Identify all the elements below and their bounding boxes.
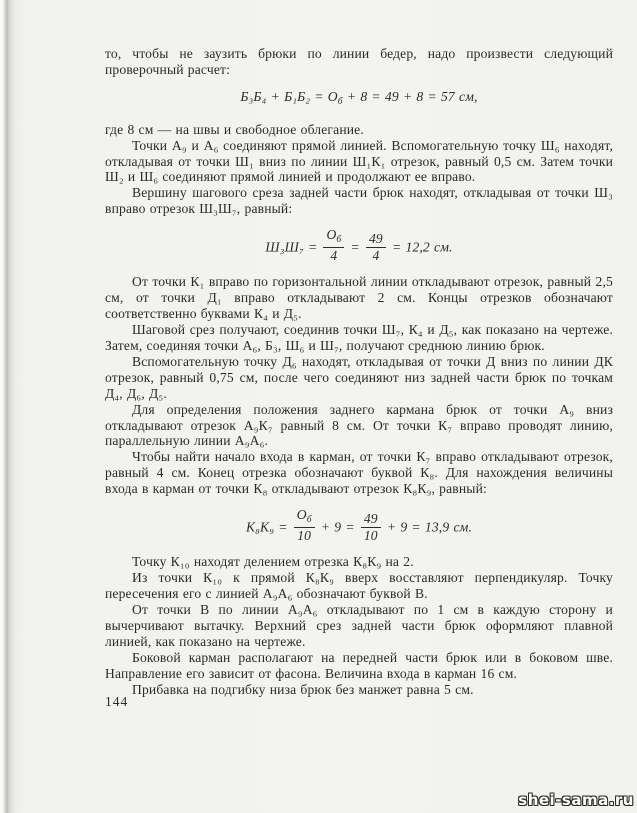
formula-subscript: б (306, 515, 312, 526)
fraction (323, 228, 344, 263)
paragraph: где 8 см — на швы и свободное облегание. (105, 121, 364, 137)
fraction (294, 508, 315, 543)
formula-text: + 9 = (316, 519, 359, 535)
paragraph: Точки А₉ и А₆ соединяют прямой линией. Вспомогательную точку Ш₆ находят, откладывая от точки Ш₁ вниз по линии Ш₁К₁ отрезок, равный 0,5 см. Затем точки Ш₂ и Ш₆ соединяют прямой линией и продолжают ее вправо. (105, 137, 613, 185)
paragraph: Из точки К₁₀ к прямой К₈К₉ вверх восставляют перпендикуляр. Точку пересечения его с линией А₉А₆ обозначают буквой В. (105, 570, 613, 602)
paragraph: то, чтобы не заузить брюки по линии бедер, надо произвести следующий проверочный расчет: (105, 46, 613, 77)
fraction (366, 232, 386, 264)
paragraph: Боковой карман располагают на передней части брюк или в боковом шве. Направление его зависит от фасона. Величина входа в карман 16 см. (105, 649, 613, 681)
formula-text: 49 (361, 512, 381, 528)
fraction (361, 512, 381, 544)
formula-hip-check (105, 89, 613, 111)
paragraph: Прибавка на подгибку низа брюк без манжет равна 5 см. (132, 681, 474, 697)
paragraph: От точки В по линии А₉А₆ откладывают по 1 см в каждую сторону и вычерчивают вытачку. Верхний срез задней части брюк оформляют плавной линией, как показано на чертеже. (105, 602, 613, 649)
formula-text: Б₃Б₄ + Б₁Б₂ = О (240, 88, 338, 104)
watermark-site-label: shei-sama.ru (518, 791, 634, 809)
formula-text: 4 (330, 248, 338, 264)
paragraph: Шаговой срез получают, соединив точки Ш₇, К₄ и Д₅, как показано на чертеже. Затем, соединяя точки А₆, Б₃, Ш₆ и Ш₇, получают среднюю линию брюк. (105, 322, 613, 354)
formula-subscript: б (336, 235, 342, 246)
page-number: 144 (105, 694, 129, 709)
formula-text: = 12,2 см. (387, 239, 453, 255)
formula-k8k9 (105, 508, 613, 543)
formula-text: Ш₃Ш₇ = (265, 239, 322, 255)
paragraph: От точки К₁ вправо по горизонтальной линии откладывают отрезок, равный 2,5 см, от точки Д₁ вправо откладывают 2 см. Концы отрезков обозначают соответственно буквами К₄ и Д₅. (105, 274, 613, 322)
formula-text: 10 (297, 528, 312, 544)
text-column (105, 46, 613, 697)
formula-text: 4 (372, 248, 380, 264)
formula-text: 49 (366, 232, 386, 248)
formula-text: О (326, 227, 337, 243)
formula-text: + 9 = 13,9 см. (382, 519, 473, 535)
formula-text: + 8 = 49 + 8 = 57 см, (342, 88, 478, 104)
formula-sh3sh7 (105, 228, 613, 263)
formula-subscript: б (337, 96, 343, 107)
paragraph: Вспомогательную точку Д₆ находят, откладывая от точки Д вниз по линии ДК отрезок, равный 0,75 см, после чего соединяют низ задней части брюк по точкам Д₄, Д₆, Д₅. (105, 353, 613, 401)
paragraph: Для определения положения заднего кармана брюк от точки А₉ вниз откладывают отрезок А₉К₇ равный 8 см. От точки К₇ вправо проводят линию, параллельную линии А₉А₆. (105, 401, 613, 449)
formula-text: = (346, 239, 364, 255)
formula-text: К₈К₉ = (245, 519, 292, 535)
paragraph: Вершину шагового среза задней части брюк находят, откладывая от точки Ш₃ вправо отрезок Ш₃Ш₇, равный: (105, 185, 613, 217)
formula-text: 10 (363, 528, 378, 544)
paragraph: Чтобы найти начало входа в карман, от точки К₇ вправо откладывают отрезок, равный 4 см. Конец отрезка обозначают буквой К₈. Для нахождения величины входа в карман от точки К₈ откладывают отрезок К₈К₉, равный: (105, 449, 613, 497)
paragraph: Точку К₁₀ находят делением отрезка К₈К₉ на 2. (132, 554, 414, 570)
formula-text: О (296, 507, 307, 523)
